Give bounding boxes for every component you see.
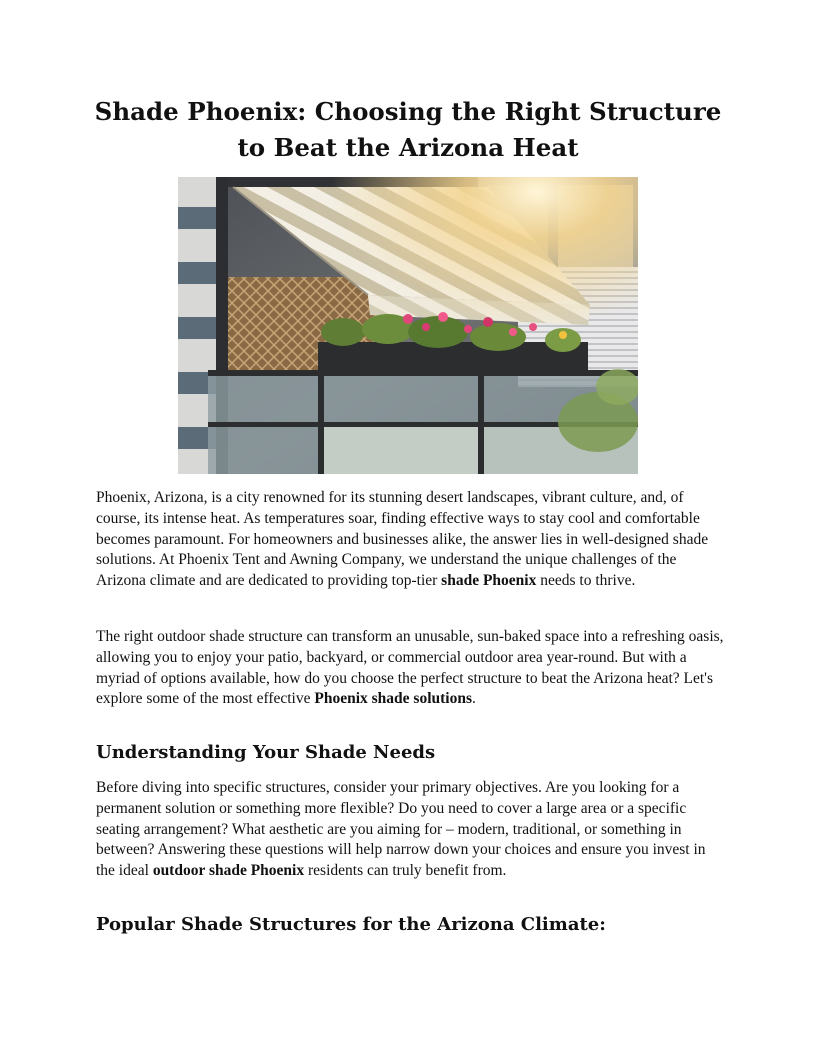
shade-needs-paragraph [96, 778, 728, 882]
intro-paragraph-2 [96, 627, 728, 710]
intro-text: Phoenix, Arizona, is a city renowned for its stunning desert landscapes, vibrant culture, and, of course, its intense heat. As temperatures soar, finding effective ways to stay cool and comfortable becomes paramount. For homeowners and businesses alike, the answer lies in well-designed shade solutions. At Phoenix Tent and Awning Company, we understand the unique challenges of the Arizona climate and are dedicated to providing top-tier [96, 489, 709, 590]
intro-text-end: needs to thrive. [536, 572, 636, 590]
intro-text-2: The right outdoor shade structure can transform an unusable, sun-baked space into a refreshing oasis, allowing you to enjoy your patio, backyard, or commercial outdoor area year-round. But with a myriad of options available, how do you choose the perfect structure to beat the Arizona heat? Let's explore some of the most effective [96, 628, 724, 708]
hero-image [178, 177, 638, 474]
shade-needs-text-end: residents can truly benefit from. [304, 862, 507, 880]
keyword-outdoor-shade-phoenix: outdoor shade Phoenix [152, 862, 305, 880]
shade-needs-text: Before diving into specific structures, consider your primary objectives. Are you looking for a permanent solution or something more flexible? Do you need to cover a large area or a specific seating arrangement? What aesthetic are you aiming for – modern, traditional, or something in between? Answering these questions will help narrow down your choices and ensure you invest in the ideal [96, 779, 706, 880]
keyword-shade-phoenix: shade Phoenix [441, 572, 537, 590]
section-heading-popular-structures: Popular Shade Structures for the Arizona Climate: [96, 914, 606, 935]
intro-text-2-end: . [472, 690, 476, 708]
section-heading-shade-needs: Understanding Your Shade Needs [96, 742, 436, 763]
document-title: Shade Phoenix: Choosing the Right Structure to Beat the Arizona Heat [94, 97, 722, 162]
keyword-phoenix-shade-solutions: Phoenix shade solutions [314, 690, 473, 708]
intro-paragraph-1 [96, 488, 728, 592]
